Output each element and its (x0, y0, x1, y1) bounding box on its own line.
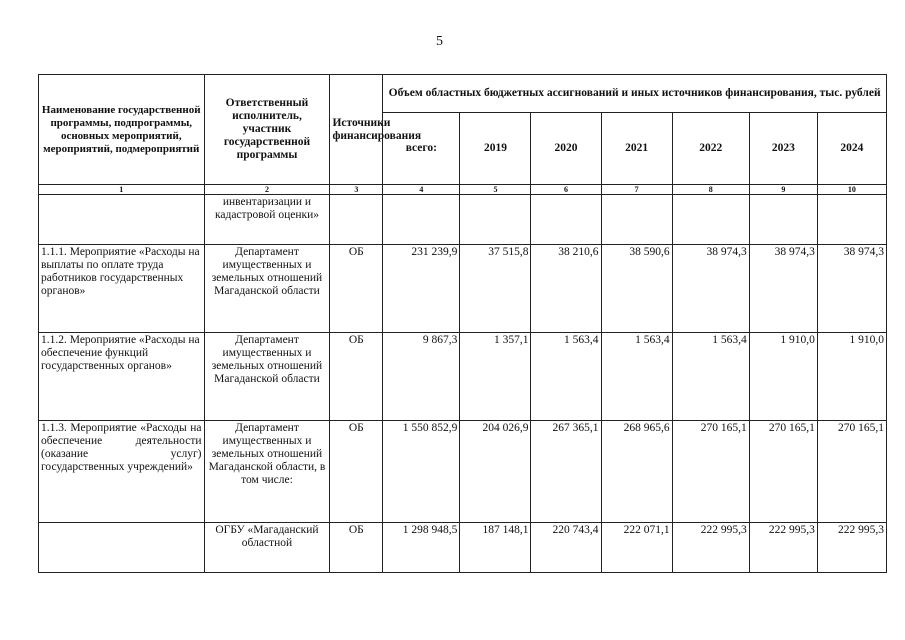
responsible-cell: Департамент имущественных и земельных отношений Магаданской области, в том числе: (204, 421, 330, 523)
column-number: 8 (672, 185, 749, 195)
source-cell: ОБ (330, 523, 383, 573)
column-number: 7 (601, 185, 672, 195)
responsible-cell: ОГБУ «Магаданский областной (204, 523, 330, 573)
value-2024-cell: 1 910,0 (817, 333, 886, 421)
table-row (39, 523, 887, 573)
program-name-cell (39, 195, 205, 245)
header-responsible: Ответственный исполнитель, участник государственной программы (204, 75, 330, 185)
value-2019-cell: 1 357,1 (460, 333, 531, 421)
value-2020-cell: 220 743,4 (531, 523, 601, 573)
column-number-row (39, 185, 887, 195)
header-year-2020: 2020 (531, 113, 601, 185)
program-name-cell: 1.1.1. Мероприятие «Расходы на выплаты по оплате труда работников государственных органов» (39, 245, 205, 333)
value-2020-cell: 267 365,1 (531, 421, 601, 523)
header-year-2021: 2021 (601, 113, 672, 185)
source-cell: ОБ (330, 245, 383, 333)
value-2022-cell: 38 974,3 (672, 245, 749, 333)
column-number: 3 (330, 185, 383, 195)
header-program-name: Наименование государственной программы, подпрограммы, основных мероприятий, мероприятий, подмероприятий (39, 75, 205, 185)
header-total: всего: (383, 113, 460, 185)
value-2023-cell (749, 195, 817, 245)
value-2020-cell (531, 195, 601, 245)
total-cell: 9 867,3 (383, 333, 460, 421)
table-row (39, 195, 887, 245)
value-2023-cell: 1 910,0 (749, 333, 817, 421)
value-2021-cell: 222 071,1 (601, 523, 672, 573)
header-year-2022: 2022 (672, 113, 749, 185)
table-row (39, 421, 887, 523)
value-2019-cell: 204 026,9 (460, 421, 531, 523)
program-name-cell (39, 523, 205, 573)
value-2022-cell: 1 563,4 (672, 333, 749, 421)
header-year-2019: 2019 (460, 113, 531, 185)
value-2021-cell: 1 563,4 (601, 333, 672, 421)
value-2022-cell: 270 165,1 (672, 421, 749, 523)
value-2023-cell: 222 995,3 (749, 523, 817, 573)
total-cell (383, 195, 460, 245)
responsible-cell: Департамент имущественных и земельных отношений Магаданской области (204, 333, 330, 421)
page-number: 5 (436, 34, 443, 49)
value-2019-cell (460, 195, 531, 245)
value-2024-cell (817, 195, 886, 245)
value-2022-cell: 222 995,3 (672, 523, 749, 573)
header-year-2023: 2023 (749, 113, 817, 185)
column-number: 9 (749, 185, 817, 195)
table-row (39, 245, 887, 333)
value-2021-cell: 38 590,6 (601, 245, 672, 333)
source-cell (330, 195, 383, 245)
value-2019-cell: 187 148,1 (460, 523, 531, 573)
value-2024-cell: 38 974,3 (817, 245, 886, 333)
source-cell: ОБ (330, 333, 383, 421)
header-funding-volume: Объем областных бюджетных ассигнований и иных источников финансирования, тыс. рублей (383, 75, 887, 113)
column-number: 4 (383, 185, 460, 195)
value-2024-cell: 222 995,3 (817, 523, 886, 573)
table-row (39, 333, 887, 421)
responsible-cell: инвентаризации и кадастровой оценки» (204, 195, 330, 245)
source-cell: ОБ (330, 421, 383, 523)
program-name-cell: 1.1.2. Мероприятие «Расходы на обеспечение функций государственных органов» (39, 333, 205, 421)
header-funding-source: Источники финансирования (330, 75, 383, 185)
value-2022-cell (672, 195, 749, 245)
value-2021-cell (601, 195, 672, 245)
column-number: 2 (204, 185, 330, 195)
value-2020-cell: 1 563,4 (531, 333, 601, 421)
total-cell: 231 239,9 (383, 245, 460, 333)
budget-table (38, 74, 887, 573)
total-cell: 1 550 852,9 (383, 421, 460, 523)
column-number: 1 (39, 185, 205, 195)
column-number: 10 (817, 185, 886, 195)
value-2024-cell: 270 165,1 (817, 421, 886, 523)
column-number: 5 (460, 185, 531, 195)
value-2019-cell: 37 515,8 (460, 245, 531, 333)
column-number: 6 (531, 185, 601, 195)
value-2023-cell: 270 165,1 (749, 421, 817, 523)
value-2020-cell: 38 210,6 (531, 245, 601, 333)
total-cell: 1 298 948,5 (383, 523, 460, 573)
value-2021-cell: 268 965,6 (601, 421, 672, 523)
responsible-cell: Департамент имущественных и земельных отношений Магаданской области (204, 245, 330, 333)
header-year-2024: 2024 (817, 113, 886, 185)
program-name-cell: 1.1.3. Мероприятие «Расходы на обеспечение деятельности (оказание услуг) государственных учреждений» (39, 421, 205, 523)
value-2023-cell: 38 974,3 (749, 245, 817, 333)
